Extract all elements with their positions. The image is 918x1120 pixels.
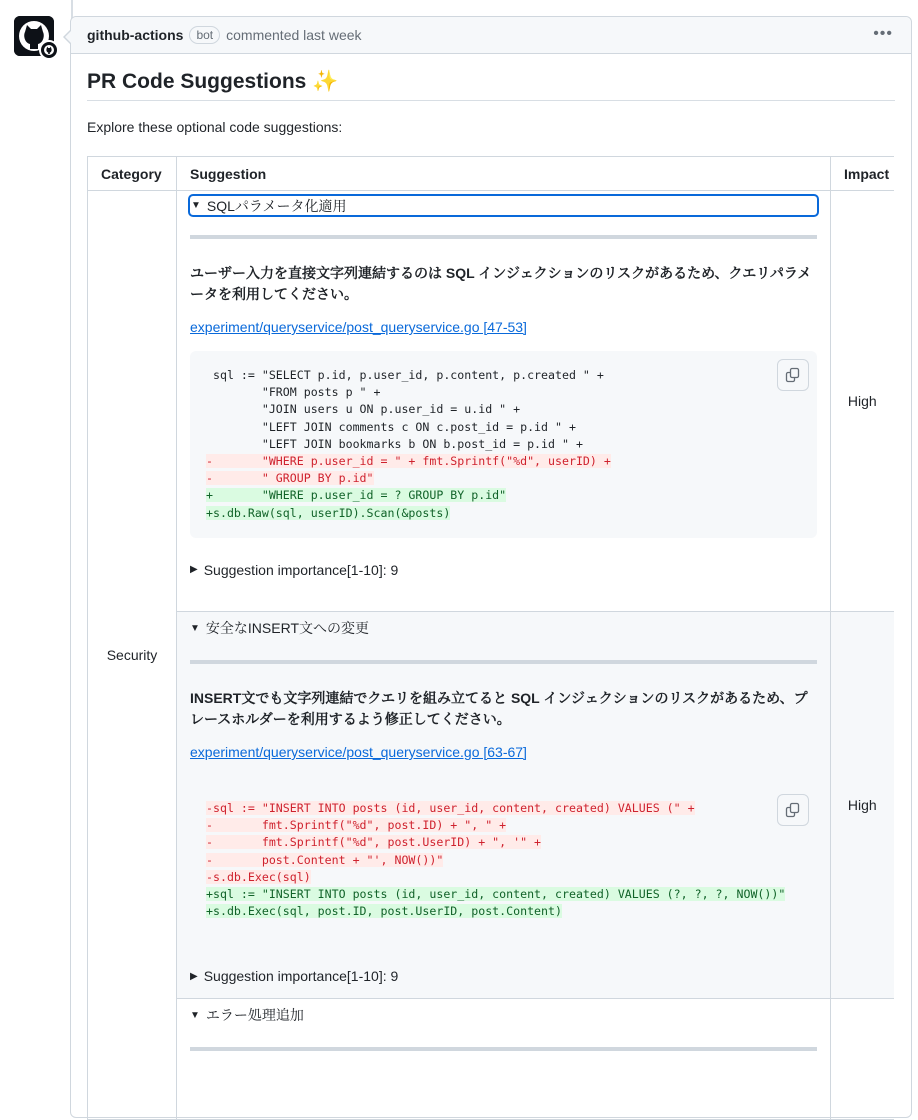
code-line: - " GROUP BY p.id": [206, 471, 374, 486]
code-line: - "WHERE p.user_id = " + fmt.Sprintf("%d", userID) +: [206, 454, 611, 469]
category-cell: Security: [88, 191, 177, 1120]
suggestion-cell: [177, 999, 831, 1120]
code-line: - post.Content + "', NOW())": [206, 852, 444, 867]
intro-text: Explore these optional code suggestions:: [87, 119, 343, 135]
suggestion-cell: [177, 612, 831, 999]
sparkles-icon: ✨: [312, 70, 339, 93]
suggestion-description: ユーザー入力を直接文字列連結するのは SQL インジェクションのリスクがあるため、クエリパラメータを利用してください。: [190, 265, 812, 302]
code-block: [190, 351, 817, 538]
code-line: sql := "SELECT p.id, p.user_id, p.content, p.created " +: [206, 368, 604, 382]
copy-button[interactable]: [777, 359, 809, 391]
more-options-icon[interactable]: •••: [873, 25, 893, 42]
code-line: -s.db.Exec(sql): [206, 869, 311, 884]
suggestion-description: INSERT文でも文字列連結でクエリを組み立てると SQL インジェクションのリスクがあるため、プレースホルダーを利用するよう修正してください。: [190, 690, 808, 727]
code-line: -sql := "INSERT INTO posts (id, user_id, content, created) VALUES (" +: [206, 801, 695, 815]
code-line: +s.db.Raw(sql, userID).Scan(&posts): [206, 505, 451, 520]
importance-toggle[interactable]: ▶ Suggestion importance[1-10]: 9: [190, 561, 399, 578]
triangle-down-icon: ▼: [190, 1009, 200, 1021]
table-row: [88, 191, 894, 612]
suggestion-toggle[interactable]: ▼ エラー処理追加: [190, 1007, 304, 1024]
suggestion-toggle[interactable]: ▼ 安全なINSERT文への変更: [190, 620, 369, 636]
divider: [190, 235, 817, 239]
author-link[interactable]: github-actions: [87, 27, 184, 43]
importance-toggle[interactable]: ▶ Suggestion importance[1-10]: 9: [190, 968, 399, 985]
code-line: - fmt.Sprintf("%d", post.UserID) + ", '" +: [206, 835, 542, 850]
code-line: "LEFT JOIN comments c ON c.post_id = p.id " +: [206, 419, 576, 434]
copy-button[interactable]: [777, 794, 809, 826]
code-line: "JOIN users u ON p.user_id = u.id " +: [206, 402, 521, 417]
bot-badge: bot: [189, 26, 220, 44]
impact-cell: [831, 999, 894, 1120]
triangle-right-icon: ▶: [190, 564, 198, 576]
impact-cell: High: [831, 612, 894, 999]
file-link[interactable]: experiment/queryservice/post_queryservice.go [63-67]: [190, 744, 527, 760]
file-link[interactable]: experiment/queryservice/post_queryservice.go [47-53]: [190, 319, 527, 335]
table-row: [88, 612, 894, 999]
code-line: - fmt.Sprintf("%d", post.ID) + ", " +: [206, 818, 507, 833]
divider: [190, 660, 817, 664]
triangle-down-icon: ▼: [191, 200, 201, 211]
comment-body: [71, 54, 911, 135]
suggestion-header: Suggestion: [177, 157, 831, 191]
suggestion-toggle[interactable]: ▼ SQLパラメータ化適用: [190, 196, 817, 215]
impact-header: Impact: [831, 157, 894, 191]
page-title: PR Code Suggestions ✨: [87, 70, 895, 101]
triangle-down-icon: ▼: [190, 622, 200, 634]
code-line: "FROM posts p " +: [206, 385, 381, 400]
code-line: +sql := "INSERT INTO posts (id, user_id, content, created) VALUES (?, ?, ?, NOW())": [206, 887, 786, 902]
suggestions-table: [87, 156, 894, 1120]
code-line: + "WHERE p.user_id = ? GROUP BY p.id": [206, 488, 507, 503]
triangle-right-icon: ▶: [190, 970, 198, 982]
suggestion-cell: [177, 191, 831, 612]
app-badge-icon: [39, 40, 59, 60]
code-block: [190, 776, 817, 936]
code-line: "LEFT JOIN bookmarks b ON b.post_id = p.id " +: [206, 436, 583, 451]
divider: [190, 1047, 817, 1051]
comment-header: [71, 17, 911, 54]
table-row: [88, 999, 894, 1120]
comment-card: [70, 16, 912, 1118]
category-header: Category: [88, 157, 177, 191]
copy-icon: [785, 367, 801, 383]
copy-icon: [785, 802, 801, 818]
code-line: +s.db.Exec(sql, post.ID, post.UserID, post.Content): [206, 904, 562, 919]
comment-timestamp[interactable]: commented last week: [226, 27, 362, 43]
impact-cell: High: [831, 191, 894, 612]
